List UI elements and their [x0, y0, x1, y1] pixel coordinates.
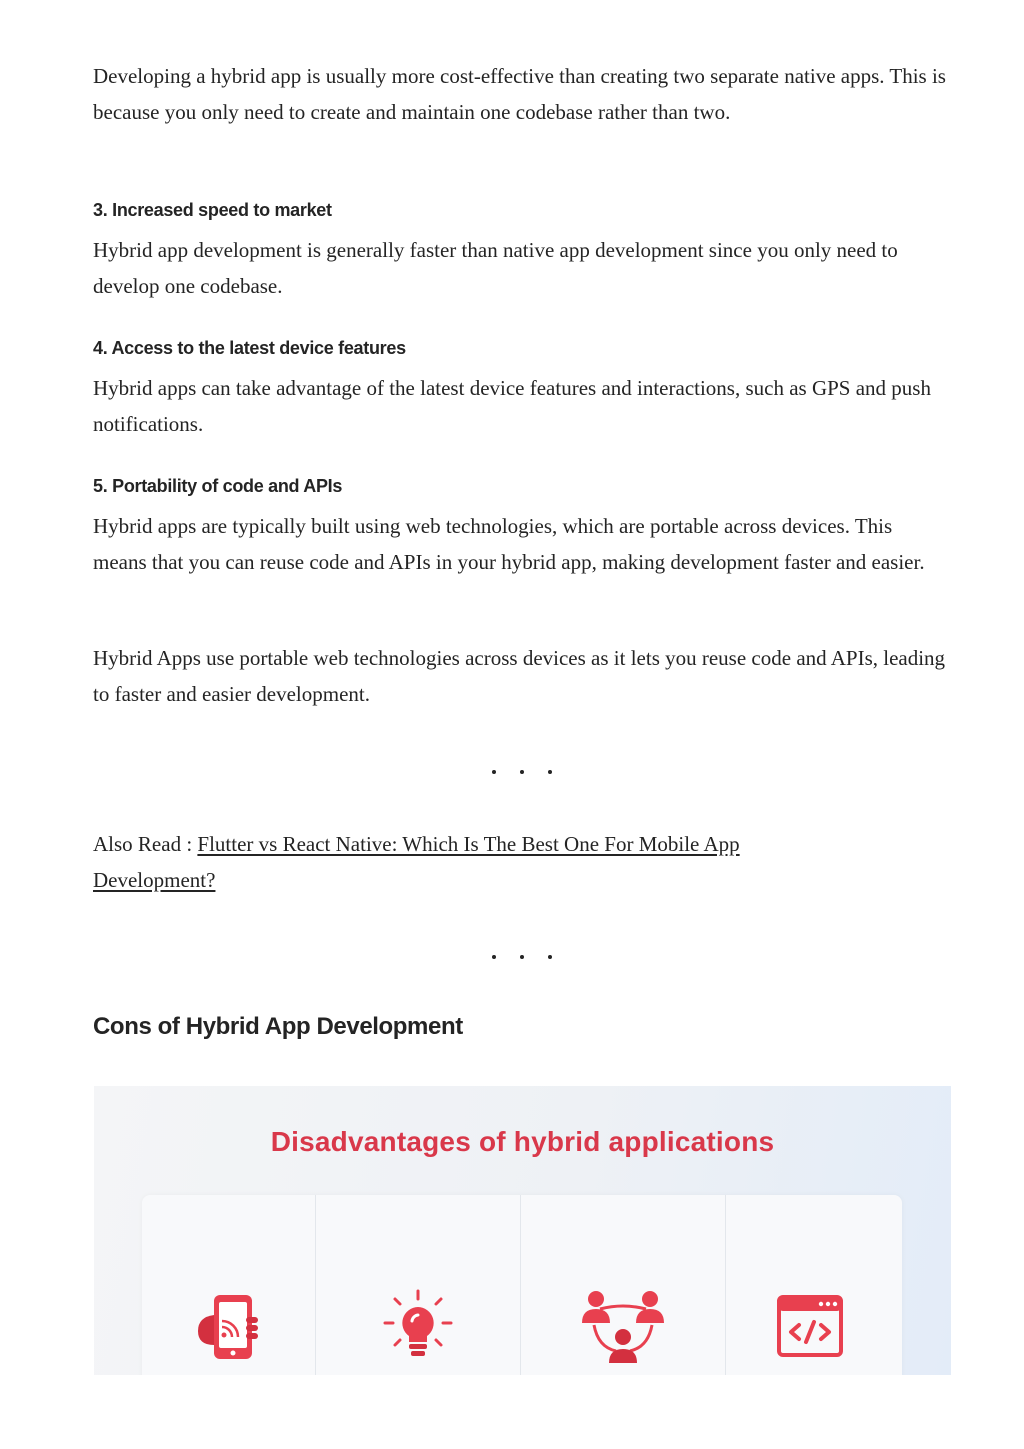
heading-device-features: 4. Access to the latest device features — [93, 338, 406, 358]
heading-speed-to-market: 3. Increased speed to market — [93, 200, 332, 220]
section-separator — [93, 767, 951, 777]
figure-card — [142, 1195, 902, 1375]
figure-title: Disadvantages of hybrid applications — [270, 1126, 775, 1157]
smartphone-hand-icon — [194, 1291, 266, 1363]
separator-dot — [548, 955, 552, 959]
figure-column — [315, 1195, 521, 1375]
disadvantages-figure — [94, 1086, 951, 1375]
also-read-prefix: Also Read : — [93, 832, 198, 856]
paragraph-cost: Developing a hybrid app is usually more cost-effective than creating two separate native apps. This is because you only need to create and maintain one codebase rather than two. — [93, 64, 946, 124]
lightbulb-icon — [381, 1289, 455, 1363]
separator-dot — [492, 770, 496, 774]
separator-dot — [520, 955, 524, 959]
separator-dot — [492, 955, 496, 959]
heading-cons: Cons of Hybrid App Development — [93, 1013, 463, 1040]
figure-column — [142, 1195, 316, 1375]
heading-portability: 5. Portability of code and APIs — [93, 476, 343, 496]
also-read — [93, 826, 833, 898]
paragraph-portability: Hybrid apps are typically built using web technologies, which are portable across devices. This means that you can reuse code and APIs in your hybrid app, making development faster and easier. — [93, 514, 925, 574]
code-window-icon — [777, 1295, 843, 1357]
paragraph-speed: Hybrid app development is generally faster than native app development since you only need to develop one codebase. — [93, 238, 898, 298]
also-read-link[interactable]: Flutter vs React Native: Which Is The Best One For Mobile App Development? — [93, 832, 740, 892]
paragraph-summary: Hybrid Apps use portable web technologies across devices as it lets you reuse code and APIs, leading to faster and easier development. — [93, 646, 946, 706]
people-network-icon — [582, 1287, 664, 1365]
separator-dot — [548, 770, 552, 774]
figure-column — [520, 1195, 726, 1375]
separator-dot — [520, 770, 524, 774]
section-separator — [93, 952, 951, 962]
paragraph-features: Hybrid apps can take advantage of the latest device features and interactions, such as GPS and push notifications. — [93, 376, 931, 436]
figure-column — [725, 1195, 902, 1375]
